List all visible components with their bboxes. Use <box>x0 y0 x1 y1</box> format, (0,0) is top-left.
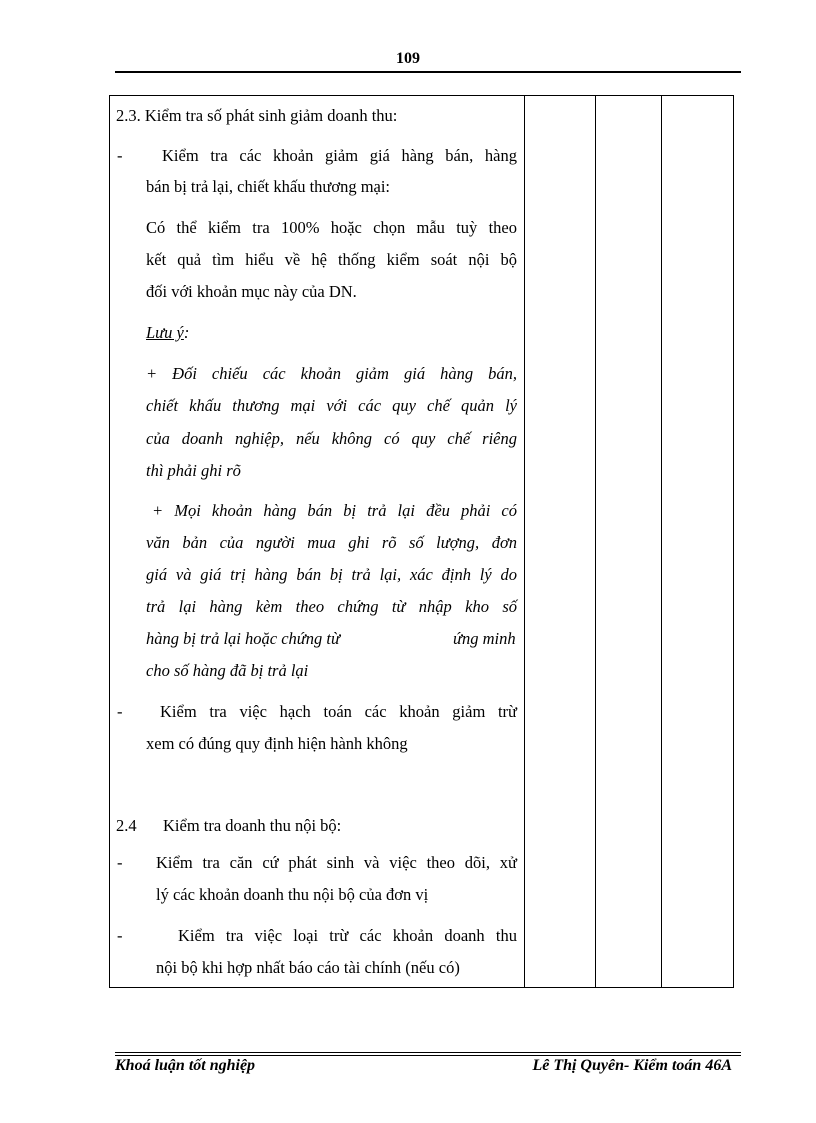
text-line: Có thể kiểm tra 100% hoặc chọn mẫu tuỳ theo <box>146 218 517 237</box>
header-rule <box>115 71 741 73</box>
note-line: + Mọi khoản hàng bán bị trả lại đều phải có <box>152 501 517 520</box>
footer-left: Khoá luận tốt nghiệp <box>115 1057 256 1074</box>
text-line: xem có đúng quy định hiện hành không <box>146 734 408 753</box>
column-divider <box>661 96 662 987</box>
column-divider <box>595 96 596 987</box>
note-label-colon: : <box>183 323 190 342</box>
page-number: 109 <box>396 50 420 67</box>
text-line: Kiểm tra căn cứ phát sinh và việc theo dõi, xử <box>156 853 517 872</box>
column-divider <box>524 96 525 987</box>
note-line-end: ứng minh <box>453 629 516 648</box>
procedure-cell <box>110 96 524 987</box>
text-line: lý các khoản doanh thu nội bộ của đơn vị <box>156 885 429 904</box>
text-line: Kiểm tra việc loại trừ các khoản doanh thu <box>178 926 517 945</box>
bullet-dash: - <box>117 702 123 721</box>
text-line: nội bộ khi hợp nhất báo cáo tài chính (nếu có) <box>156 958 460 977</box>
bullet-dash: - <box>117 853 123 872</box>
section-heading: 2.3. Kiểm tra số phát sinh giảm doanh thu: <box>116 106 398 125</box>
note-line: của doanh nghiệp, nếu không có quy chế riêng <box>146 429 517 448</box>
note-line: thì phải ghi rõ <box>146 461 241 480</box>
note-line: trả lại hàng kèm theo chứng từ nhập kho số <box>146 597 517 616</box>
section-heading: Kiểm tra doanh thu nội bộ: <box>163 816 342 835</box>
text-line: đối với khoản mục này của DN. <box>146 282 357 301</box>
note-line: hàng bị trả lại hoặc chứng từ <box>146 629 340 648</box>
bullet-dash: - <box>117 146 123 165</box>
text-line: kết quả tìm hiểu về hệ thống kiểm soát nội bộ <box>146 250 517 269</box>
note-label <box>146 323 189 343</box>
bullet-dash: - <box>117 926 123 945</box>
footer-rule <box>115 1055 741 1056</box>
note-line: chiết khấu thương mại với các quy chế quản lý <box>146 396 517 415</box>
text-line: bán bị trả lại, chiết khấu thương mại: <box>146 177 391 196</box>
note-line: giá và giá trị hàng bán bị trả lại, xác định lý do <box>146 565 517 584</box>
footer-rule <box>115 1052 741 1053</box>
note-line: văn bản của người mua ghi rõ số lượng, đơn <box>146 533 517 552</box>
footer-right: Lê Thị Quyên- Kiểm toán 46A <box>532 1057 732 1074</box>
section-number: 2.4 <box>116 816 137 835</box>
text-line: Kiểm tra các khoản giảm giá hàng bán, hàng <box>162 146 517 165</box>
text-line: Kiểm tra việc hạch toán các khoản giảm trừ <box>160 702 517 721</box>
note-label-text: Lưu ý <box>146 323 184 342</box>
audit-table <box>109 95 734 988</box>
note-line: cho số hàng đã bị trả lại <box>146 661 309 680</box>
note-line: + Đối chiếu các khoản giảm giá hàng bán, <box>146 364 517 383</box>
